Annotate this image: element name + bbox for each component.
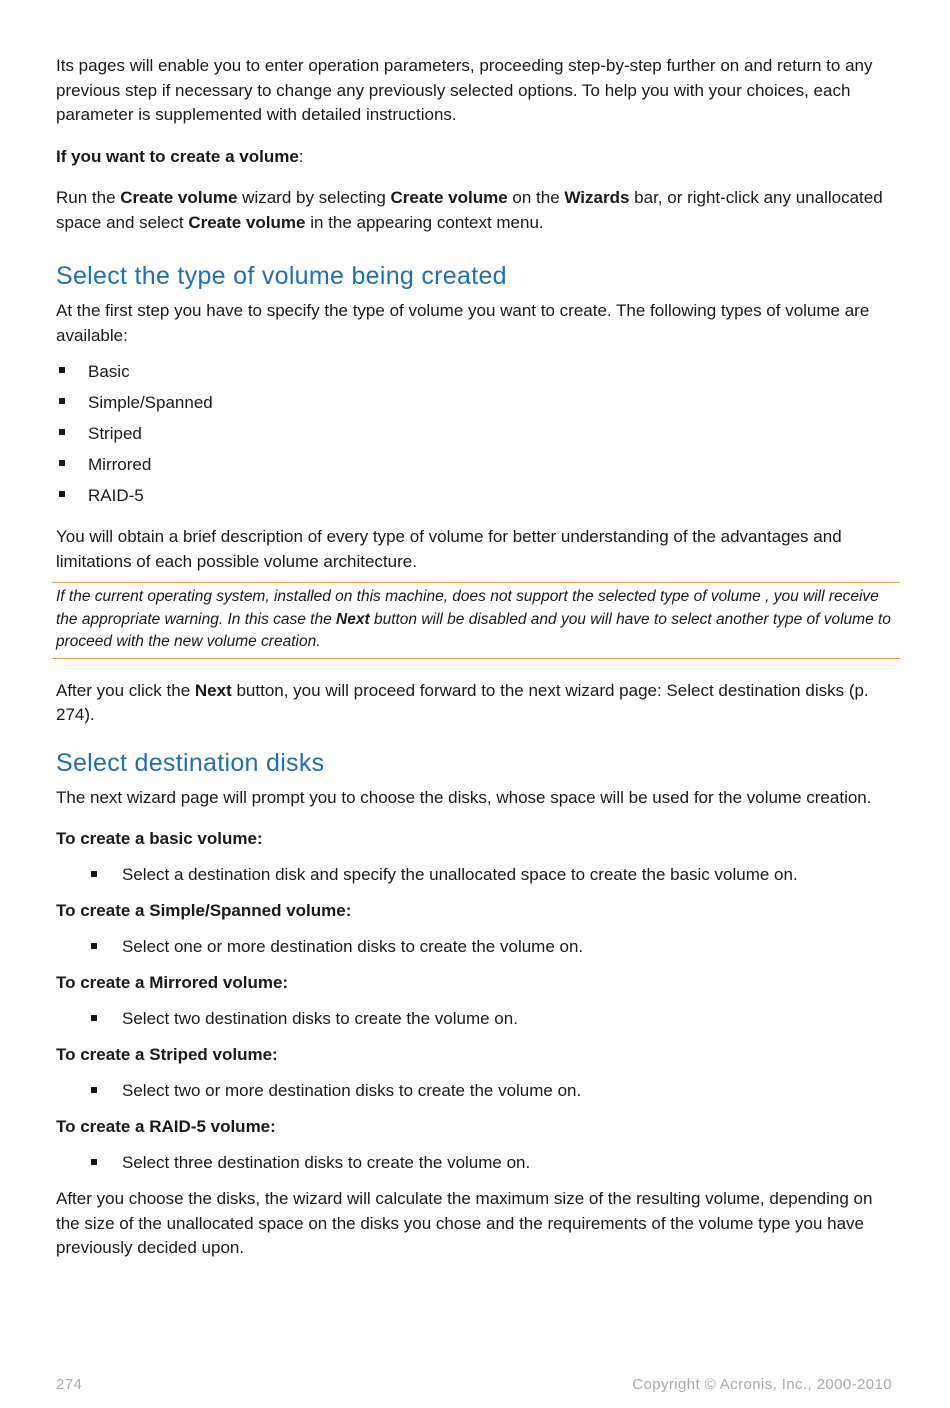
instruction-text: Select a destination disk and specify the unallocated space to create the basic volume on. [122,865,798,884]
run-wizard-text: on the [507,188,565,207]
list-item [56,935,896,959]
instruction-heading: To create a Simple/Spanned volume: [56,901,352,920]
copyright-notice: Copyright © Acronis, Inc., 2000-2010 [632,1376,892,1393]
list-item [56,480,896,511]
run-wizard-text: bar, or right-click any unallocated space and select [56,188,883,232]
volume-instruction-group [56,971,896,1031]
instruction-list [56,1151,896,1175]
instruction-text: Select one or more destination disks to create the volume on. [122,937,584,956]
create-volume-term: Create volume [120,188,238,207]
page-content [56,54,896,1261]
volume-instruction-group [56,1115,896,1175]
list-item [56,418,896,449]
note-text [56,586,896,654]
create-volume-term: Create volume [188,212,306,232]
list-item [56,863,896,887]
next-step-text: After you click the [56,680,195,700]
next-step-paragraph [56,679,896,728]
note-text-part: If the current operating system, installed on this machine, does not support the selected type of volume , you will receive the appropriate warning. In this case the [56,588,879,628]
instruction-heading: To create a Striped volume: [56,1045,278,1064]
bullet-square-icon [59,429,65,435]
list-item [56,1151,896,1175]
bullet-square-icon [91,1159,97,1165]
page-footer [56,1376,892,1393]
instruction-heading: To create a RAID-5 volume: [56,1117,276,1136]
create-volume-term: Create volume [390,188,508,207]
volume-type-label: RAID-5 [88,486,144,505]
bullet-square-icon [91,871,97,877]
list-item [56,449,896,480]
create-volume-heading-text: If you want to create a volume [56,146,299,166]
instruction-list [56,1079,896,1103]
instruction-list [56,1007,896,1031]
bullet-square-icon [91,1087,97,1093]
instruction-text: Select two destination disks to create the volume on. [122,1009,518,1028]
instruction-text: Select two or more destination disks to create the volume on. [122,1081,582,1100]
list-item [56,1007,896,1031]
run-wizard-text: in the appearing context menu. [305,212,544,232]
volume-type-label: Basic [88,362,130,381]
volume-type-list [56,356,896,511]
volume-type-label: Simple/Spanned [88,393,213,412]
note-box [52,582,900,659]
bullet-square-icon [59,367,65,373]
run-wizard-text: wizard by selecting [237,188,391,207]
volume-type-label: Mirrored [88,455,152,474]
list-item [56,1079,896,1103]
instruction-list [56,935,896,959]
create-volume-heading-colon: : [298,146,304,166]
create-volume-heading [56,145,896,170]
volume-instruction-group [56,827,896,887]
closing-paragraph: After you choose the disks, the wizard will calculate the maximum size of the resulting volume, depending on the size of the unallocated space on the disks you chose and the requirements of the volume type you have previously decided upon. [56,1189,873,1257]
section-heading-destination-disks: Select destination disks [56,748,325,777]
bullet-square-icon [91,1015,97,1021]
page-number: 274 [56,1376,83,1393]
run-wizard-text: Run the [56,188,121,207]
list-item [56,356,896,387]
next-step-text: button, you will proceed forward to the next wizard page: Select destination disks (p. 274). [56,680,869,724]
instruction-heading: To create a Mirrored volume: [56,973,289,992]
instruction-heading: To create a basic volume: [56,829,263,848]
next-term: Next [336,610,370,628]
volume-description-paragraph: You will obtain a brief description of every type of volume for better understanding of the advantages and limitations of each possible volume architecture. [56,527,842,571]
intro-paragraph: Its pages will enable you to enter operation parameters, proceeding step-by-step further on and return to any previous step if necessary to change any previously selected options. To help you with your choices, each parameter is supplemented with detailed instructions. [56,56,873,124]
bullet-square-icon [59,491,65,497]
bullet-square-icon [59,398,65,404]
instruction-list [56,863,896,887]
note-text-part: button will be disabled and you will have to select another type of volume to proceed with the new volume creation. [56,610,891,650]
volume-type-label: Striped [88,424,142,443]
volume-type-intro: At the first step you have to specify the type of volume you want to create. The following types of volume are available: [56,301,870,345]
volume-instruction-group [56,899,896,959]
wizards-term: Wizards [564,188,630,207]
section-heading-volume-type: Select the type of volume being created [56,262,507,290]
volume-instruction-group [56,1043,896,1103]
next-term: Next [194,680,232,700]
list-item [56,387,896,418]
bullet-square-icon [91,943,97,949]
bullet-square-icon [59,460,65,466]
run-wizard-paragraph [56,186,896,235]
instruction-text: Select three destination disks to create the volume on. [122,1153,531,1172]
destination-disks-intro: The next wizard page will prompt you to choose the disks, whose space will be used for the volume creation. [56,787,872,807]
